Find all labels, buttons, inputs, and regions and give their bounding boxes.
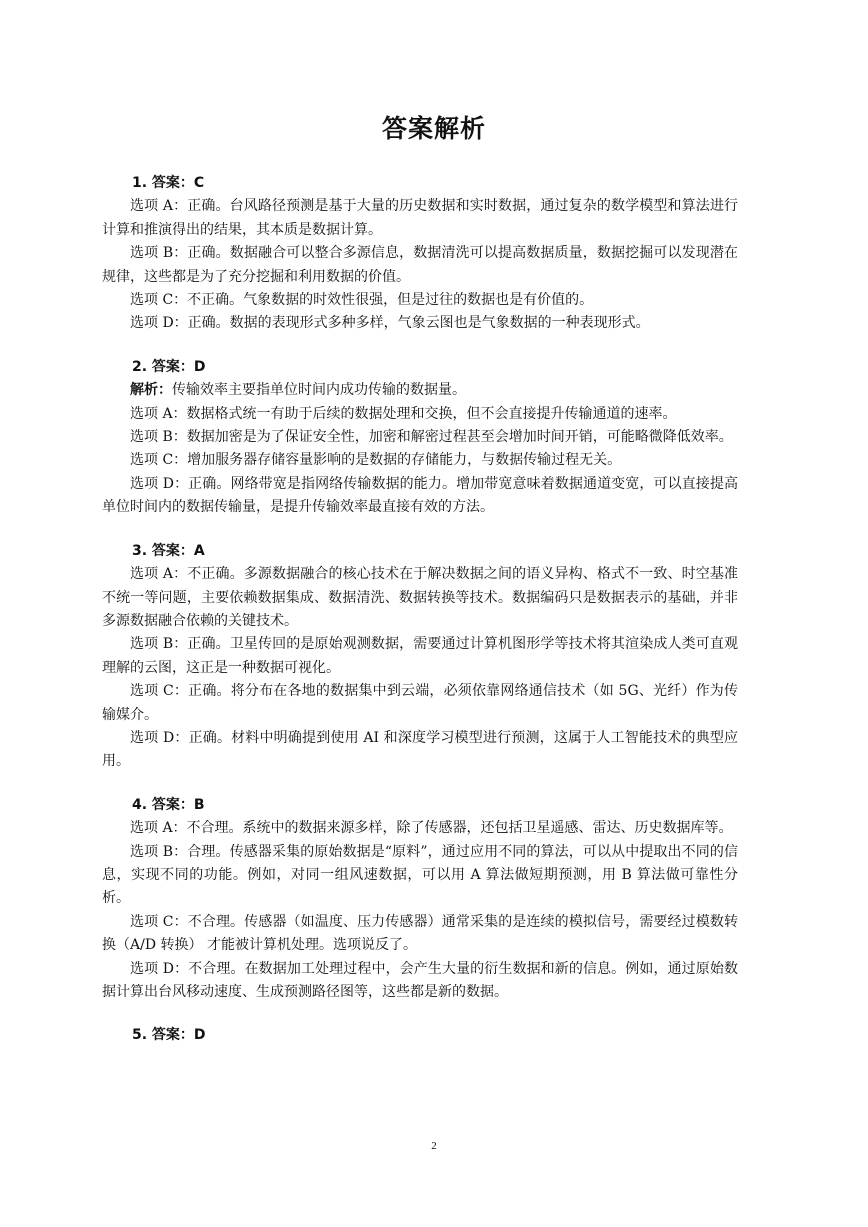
question-5 [102, 1024, 738, 1047]
option-paragraph: 选项 C：不正确。气象数据的时效性很强，但是过往的数据也是有价值的。 [130, 292, 594, 309]
option-paragraph: 选项 D：不合理。在数据加工处理过程中，会产生大量的衍生数据和新的信息。例如，通过原始数据计算出台风移动速度、生成预测路径图等，这些都是新的数据。 [102, 960, 738, 1000]
option-paragraph: 选项 D：正确。数据的表现形式多种多样，气象云图也是气象数据的一种表现形式。 [130, 315, 650, 332]
question-1 [102, 172, 738, 336]
option-paragraph: 选项 A：不合理。系统中的数据来源多样，除了传感器，还包括卫星遥感、雷达、历史数据库等。 [130, 820, 733, 837]
option-paragraph: 选项 D：正确。网络带宽是指网络传输数据的能力。增加带宽意味着数据通道变宽，可以直接提高单位时间内的数据传输量，是提升传输效率最直接有效的方法。 [102, 475, 738, 516]
analysis-label: 解析： [130, 382, 172, 399]
answer-header: 2. 答案：D [132, 358, 206, 375]
page-number: 2 [431, 1140, 437, 1152]
answer-header: 1. 答案：C [132, 175, 205, 191]
analysis-text: 传输效率主要指单位时间内成功传输的数据量。 [172, 382, 466, 399]
option-paragraph: 选项 C：正确。将分布在各地的数据集中到云端，必须依靠网络通信技术（如 5G、光纤）作为传输媒介。 [102, 683, 738, 723]
answer-header: 4. 答案：B [132, 796, 205, 813]
question-2 [102, 356, 738, 520]
option-paragraph: 选项 A：数据格式统一有助于后续的数据处理和交换，但不会直接提升传输通道的速率。 [130, 405, 677, 422]
answer-list [102, 172, 738, 1048]
option-paragraph: 选项 B：合理。传感器采集的原始数据是“原料”，通过应用不同的算法，可以从中提取出不同的信息，实现不同的功能。例如，对同一组风速数据，可以用 A 算法做短期预测，用 B 算法做可靠性分析。 [102, 843, 738, 907]
option-paragraph: 选项 B：正确。卫星传回的是原始观测数据，需要通过计算机图形学等技术将其渲染成人类可直观理解的云图，这正是一种数据可视化。 [102, 636, 738, 676]
answer-header: 5. 答案：D [132, 1027, 206, 1044]
analysis-paragraph [102, 379, 738, 402]
question-3 [102, 540, 738, 774]
question-4 [102, 794, 738, 1005]
option-paragraph: 选项 A：不正确。多源数据融合的核心技术在于解决数据之间的语义异构、格式不一致、时空基准不统一等问题，主要依赖数据集成、数据清洗、数据转换等技术。数据编码只是数据表示的基础，并非多源数据融合依赖的关键技术。 [102, 566, 738, 629]
option-paragraph: 选项 B：正确。数据融合可以整合多源信息，数据清洗可以提高数据质量，数据挖掘可以发现潜在规律，这些都是为了充分挖掘和利用数据的价值。 [102, 245, 738, 285]
option-paragraph: 选项 A：正确。台风路径预测是基于大量的历史数据和实时数据，通过复杂的数学模型和算法进行计算和推演得出的结果，其本质是数据计算。 [102, 198, 738, 238]
option-paragraph: 选项 D：正确。材料中明确提到使用 AI 和深度学习模型进行预测，这属于人工智能技术的典型应用。 [102, 729, 738, 770]
option-paragraph: 选项 C：不合理。传感器（如温度、压力传感器）通常采集的是连续的模拟信号，需要经过模数转换（A/D 转换） 才能被计算机处理。选项说反了。 [102, 913, 738, 954]
answer-header: 3. 答案：A [132, 542, 205, 559]
option-paragraph: 选项 B：数据加密是为了保证安全性，加密和解密过程甚至会增加时间开销，可能略微降低效率。 [130, 429, 733, 446]
option-paragraph: 选项 C：增加服务器存储容量影响的是数据的存储能力，与数据传输过程无关。 [130, 452, 622, 469]
page-title: 答案解析 [381, 114, 486, 143]
